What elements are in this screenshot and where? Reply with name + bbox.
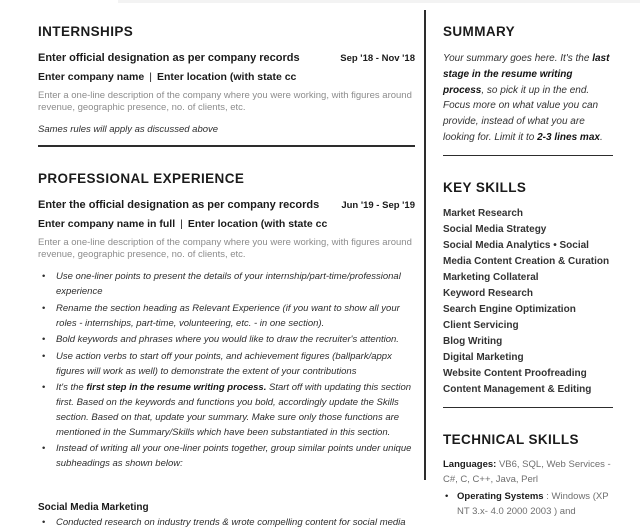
- summary-bold-text: last stage in the resume writing process: [443, 53, 610, 96]
- experience-bullet-list: [38, 270, 415, 471]
- experience-entry-header: [38, 199, 415, 211]
- skill-item: Content Management & Editing: [443, 383, 592, 395]
- section-divider: [443, 407, 613, 408]
- separator: |: [180, 217, 183, 230]
- skill-item: Client Servicing: [443, 319, 519, 331]
- left-column: [38, 0, 415, 532]
- separator: |: [149, 71, 152, 83]
- experience-subheading: Social Media Marketing: [38, 501, 149, 513]
- os-bullet-item: [443, 490, 613, 519]
- summary-text: .: [599, 131, 603, 143]
- summary-text: Your summary goes here. It's the: [443, 53, 593, 64]
- languages-label: Languages:: [443, 458, 497, 470]
- internship-dates: Sep '18 - Nov '18: [340, 53, 415, 64]
- internship-designation: Enter official designation as per company records: [38, 52, 300, 64]
- section-divider: [38, 145, 415, 147]
- technical-skills-heading: TECHNICAL SKILLS: [443, 431, 579, 447]
- summary-text: , so pick it up in the end. Focus more on what value you can provide, instead of what you are looking for. Limit it to: [443, 84, 599, 143]
- skill-item: Social Media Analytics • Social Media Content Creation & Curation: [443, 239, 610, 267]
- column-divider: [424, 10, 426, 480]
- bullet-item: • Instead of writing all your one-liner points together, group similar points under unique subheadings as shown below:: [38, 442, 415, 471]
- bullet-bold-text: first step in the resume writing process.: [86, 382, 267, 394]
- internship-company: Enter company name: [38, 71, 145, 83]
- languages-value: VB6, SQL, Web Services - C#, C, C++, Java, Perl: [443, 458, 611, 485]
- bullet-item: • Rename the section heading as Relevant Experience (if you want to show all your roles - internships, part-time, volunteering, etc. - in one section).: [38, 302, 415, 331]
- bullet-text: Start off with updating this section first. Based on the keywords and functions you bold, accordingly update the Skills section. Based on that, update your summary. Make sure only those functions are mentioned in the Summary/Skills which have been substantiated in this section.: [56, 382, 412, 438]
- technical-bullet-list: [443, 490, 613, 519]
- experience-designation: Enter the official designation as per company records: [38, 198, 320, 211]
- skill-item: Keyword Research: [443, 287, 534, 299]
- internships-heading: INTERNSHIPS: [38, 24, 134, 39]
- internship-note: Sames rules will apply as discussed above: [38, 123, 219, 135]
- bullet-text: It's the: [56, 382, 87, 394]
- experience-location: Enter location (with state cc: [187, 217, 328, 230]
- section-divider: [443, 155, 613, 156]
- skill-item: Digital Marketing: [443, 351, 524, 363]
- experience-company-line: [38, 218, 415, 230]
- os-value: : Windows (XP NT 3.x- 4.0 2000 2003 ) and: [457, 491, 609, 517]
- experience-dates: Jun '19 - Sep '19: [341, 199, 415, 211]
- right-column: [443, 0, 613, 520]
- bullet-item: • Bold keywords and phrases where you would like to draw the recruiter's attention.: [38, 333, 415, 348]
- internship-company-line: [38, 71, 415, 83]
- skill-item: Market Research: [443, 207, 524, 219]
- experience-company: Enter company name in full: [38, 217, 176, 230]
- experience-heading: PROFESSIONAL EXPERIENCE: [38, 170, 245, 186]
- skill-item: Website Content Proofreading: [443, 367, 587, 379]
- summary-heading: SUMMARY: [443, 24, 516, 39]
- experience-subheading-bullets: [38, 516, 415, 531]
- internship-company-description: Enter a one-line description of the company where you were working, with figures around revenue, geographic presence, no. of clients, etc.: [38, 90, 412, 114]
- internship-location: Enter location (with state cc: [156, 71, 297, 83]
- internship-entry-header: [38, 52, 415, 64]
- bullet-item: • Use action verbs to start off your points, and achievement figures (ballpark/appx figures will work as well) to demonstrate the extent of your contributions: [38, 350, 415, 379]
- os-label: Operating Systems: [457, 491, 544, 503]
- experience-company-description: Enter a one-line description of the company where you were working, with figures around revenue, geographic presence, no. of clients, etc.: [38, 236, 412, 261]
- summary-bold-text: 2-3 lines max: [537, 131, 600, 143]
- key-skills-heading: KEY SKILLS: [443, 179, 527, 195]
- skill-item: Search Engine Optimization: [443, 303, 576, 315]
- skill-item: Social Media Strategy: [443, 223, 547, 235]
- bullet-item: • Use one-liner points to present the details of your internship/part-time/professional experience: [38, 270, 415, 299]
- skill-item: Blog Writing: [443, 335, 503, 347]
- skill-item: Marketing Collateral: [443, 271, 539, 283]
- bullet-item: [38, 381, 415, 440]
- summary-paragraph: [443, 51, 613, 146]
- technical-languages-line: [443, 458, 613, 487]
- bullet-item-clipped: • Conducted research on industry trends & wrote compelling content for social media: [38, 516, 415, 531]
- key-skills-list: [443, 206, 613, 398]
